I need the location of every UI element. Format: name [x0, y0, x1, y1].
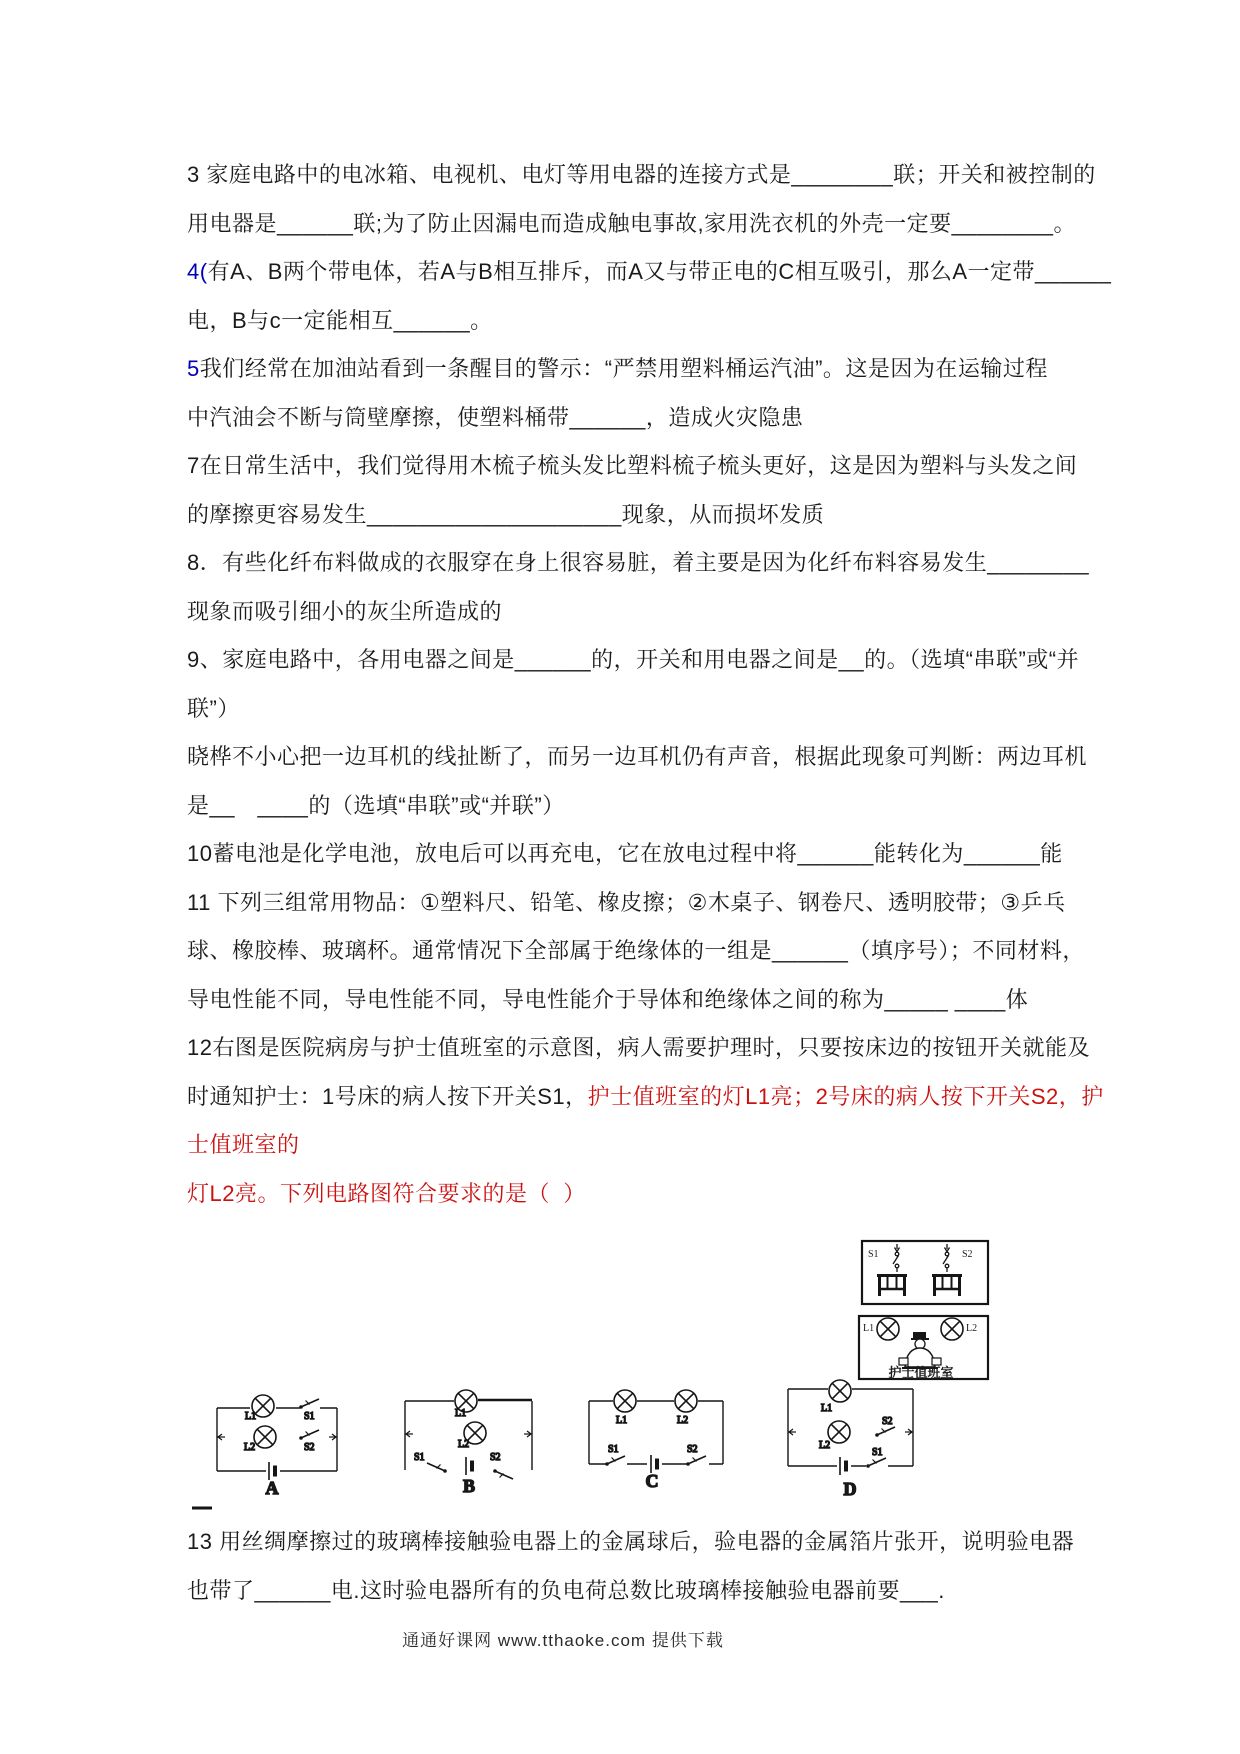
text-segment: 12右图是医院病房与护士值班室的示意图，病人需要护理时，只要按床边的按钮开关就能及: [187, 1035, 1090, 1060]
circuit-option-c: [589, 1390, 723, 1491]
text-segment: 有A、B两个带电体，若A与B相互排斥，而A又与带正电的C相互吸引，那么A一定带______: [207, 259, 1112, 284]
text-segment: 中汽油会不断与筒壁摩擦，使塑料桶带______，造成火灾隐患: [187, 404, 804, 430]
d-l1-label: L1: [821, 1403, 833, 1414]
nurse-room-figure: [859, 1316, 988, 1380]
bed-icon: [877, 1274, 907, 1296]
text-segment: 9、家庭电路中，各用电器之间是______的，开关和用电器之间是__的。（选填“串联”或“并: [187, 647, 1080, 672]
circuit-option-d: [788, 1380, 913, 1499]
text-segment: 4(: [187, 259, 208, 284]
option-b-letter: B: [462, 1476, 476, 1496]
text-segment: 3 家庭电路中的电冰箱、电视机、电灯等用电器的连接方式是________联；开关和被控制的: [187, 162, 1096, 187]
text-segment: 用电器是______联;为了防止因漏电而造成触电事故,家用洗衣机的外壳一定要________。: [187, 210, 1077, 236]
c-s2-label: S2: [687, 1444, 698, 1455]
text-segment: 5: [187, 356, 200, 381]
text-segment: 导电性能不同，导电性能不同，导电性能介于导体和绝缘体之间的称为_____ ____体: [187, 986, 1029, 1012]
ward-s1-label: S1: [868, 1249, 879, 1260]
text-segment: 是__ ____的（选填“串联”或“并联”）: [187, 792, 565, 818]
nurse-l1-label: L1: [863, 1323, 875, 1334]
nurse-l2-label: L2: [966, 1323, 978, 1334]
ward-s2-label: S2: [962, 1249, 973, 1260]
text-segment: 也带了______电.这时验电器所有的负电荷总数比玻璃棒接触验电器前要___.: [187, 1577, 945, 1603]
bed-icon: [932, 1274, 962, 1296]
c-l2-label: L2: [677, 1415, 689, 1426]
c-s1-label: S1: [608, 1444, 619, 1455]
text-segment: 8．有些化纤布料做成的衣服穿在身上很容易脏，着主要是因为化纤布料容易发生________: [187, 550, 1090, 575]
lamp-icon: [877, 1318, 899, 1340]
footer-text: 通通好课网 www.tthaoke.com 提供下载: [402, 1631, 724, 1650]
text-segment: 现象而吸引细小的灰尘所造成的: [187, 598, 503, 624]
b-l2-label: L2: [458, 1439, 470, 1450]
ward-room-figure: [862, 1241, 988, 1304]
d-l2-label: L2: [819, 1440, 831, 1451]
text-segment: 灯L2亮。下列电路图符合要求的是（ ）: [187, 1180, 586, 1206]
text-segment: 护士值班室的灯L1亮；2号床的病人按下开关S2，护: [587, 1083, 1104, 1109]
text-segment: 的摩擦更容易发生____________________现象，从而损坏发质: [187, 501, 825, 527]
text-segment: 电，B与c一定能相互______。: [187, 307, 493, 333]
text-segment: 7在日常生活中，我们觉得用木梳子梳头发比塑料梳子梳头更好，这是因为塑料与头发之间: [187, 453, 1078, 478]
d-s2-label: S2: [882, 1416, 893, 1427]
d-s1-label: S1: [872, 1447, 883, 1458]
b-s2-label: S2: [490, 1452, 501, 1463]
text-segment: 晓桦不小心把一边耳机的线扯断了，而另一边耳机仍有声音，根据此现象可判断：两边耳机: [187, 744, 1088, 769]
text-segment: 士值班室的: [187, 1132, 300, 1157]
b-l1-label: L1: [455, 1408, 467, 1419]
nurse-icon: [899, 1332, 941, 1368]
c-l1-label: L1: [616, 1415, 628, 1426]
a-l1-label: L1: [245, 1411, 257, 1422]
option-a-letter: A: [265, 1478, 279, 1498]
circuit-option-b: [405, 1390, 532, 1496]
lamp-icon: [941, 1318, 963, 1340]
text-segment: 我们经常在加油站看到一条醒目的警示：“严禁用塑料桶运汽油”。这是因为在运输过程: [199, 356, 1048, 381]
text-segment: 时通知护士：1号床的病人按下开关S1，: [187, 1083, 588, 1109]
circuit-option-a: [217, 1395, 337, 1498]
nurse-room-caption: 护士值班室: [888, 1365, 954, 1380]
text-segment: 球、橡胶棒、玻璃杯。通常情况下全部属于绝缘体的一组是______（填序号）；不同材料，: [187, 938, 1085, 963]
option-d-letter: D: [843, 1479, 857, 1499]
push-button-switch-icon: [893, 1244, 900, 1272]
a-s1-label: S1: [304, 1411, 315, 1422]
text-segment: 13 用丝绸摩擦过的玻璃棒接触验电器上的金属球后，验电器的金属箔片张开，说明验电器: [187, 1529, 1075, 1554]
text-segment: 联”）: [187, 695, 240, 721]
b-s1-label: S1: [414, 1452, 425, 1463]
option-c-letter: C: [645, 1471, 659, 1491]
text-segment: 11 下列三组常用物品：①塑料尺、铅笔、橡皮擦；②木桌子、钢卷尺、透明胶带；③乒乓: [187, 889, 1066, 915]
page-footer: [0, 1626, 1126, 1651]
text-segment: 10蓄电池是化学电池，放电后可以再充电，它在放电过程中将______能转化为______能: [187, 841, 1063, 866]
a-l2-label: L2: [244, 1442, 256, 1453]
a-s2-label: S2: [304, 1442, 315, 1453]
push-button-switch-icon: [943, 1244, 950, 1272]
